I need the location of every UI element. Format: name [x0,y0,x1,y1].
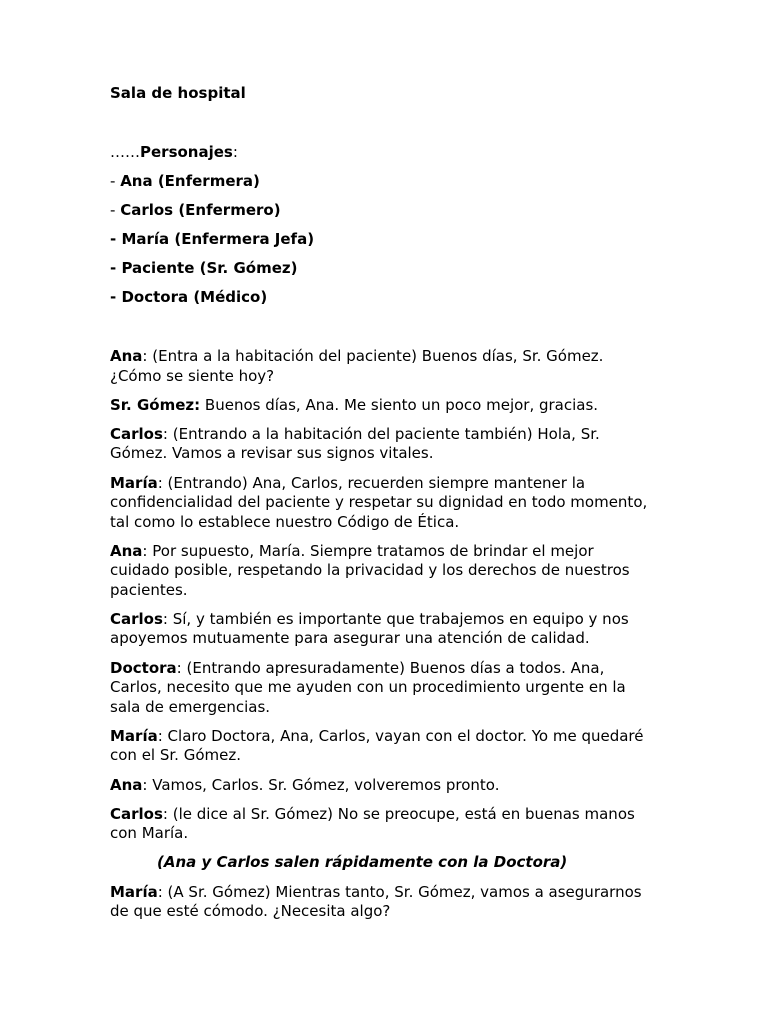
speaker-name: Sr. Gómez: [110,395,201,414]
cast-heading [110,143,655,163]
speaker-separator: : [157,726,168,745]
dialogue-line [110,659,655,718]
speaker-name: María [110,473,158,492]
dialogue-text: (A Sr. Gómez) Mientras tanto, Sr. Gómez, vamos a asegurarnos de que esté cómodo. ¿Necesita algo? [110,882,642,921]
cast-dash: - [110,259,122,277]
dialogue-text: Sí, y también es importante que trabajemos en equipo y nos apoyemos mutuamente para asegurar una atención de calidad. [110,609,629,648]
cast-heading-label: Personajes [140,143,233,161]
speaker-separator: : [142,775,153,794]
cast-dash: - [110,201,121,219]
speaker-name: Carlos [110,804,163,823]
cast-dash: - [110,172,121,190]
speaker-separator: : [142,347,153,365]
cast-dash: - [110,288,122,306]
speaker-separator: : [162,609,173,628]
dialogue-line [110,883,655,922]
dialogue-text: Claro Doctora, Ana, Carlos, vayan con el doctor. Yo me quedaré con el Sr. Gómez. [110,726,644,765]
cast-item [110,201,655,230]
dialogue-text: (Entrando a la habitación del paciente también) Hola, Sr. Gómez. Vamos a revisar sus signos vitales. [110,424,600,463]
speaker-separator: : [157,882,168,901]
speaker-name: Ana [110,347,143,365]
dialogue-text: (le dice al Sr. Gómez) No se preocupe, está en buenas manos con María. [110,804,635,843]
document-page [110,0,655,1024]
dialogue-line [110,425,655,464]
cast-name: Carlos (Enfermero) [120,201,281,219]
dialogue-line [110,347,655,386]
speaker-name: María [110,726,158,745]
cast-heading-prefix: …… [110,143,140,161]
dialogue-text: Vamos, Carlos. Sr. Gómez, volveremos pronto. [152,775,500,794]
stage-direction: (Ana y Carlos salen rápidamente con la Doctora) [157,853,568,872]
dialogue-line [110,474,655,533]
speaker-name: Ana [110,775,143,794]
dialogue-line [110,805,655,844]
speaker-separator: : [162,424,173,443]
dialogue-text: (Entra a la habitación del paciente) Buenos días, Sr. Gómez. ¿Cómo se siente hoy? [110,347,604,385]
cast-name: Ana (Enfermera) [120,172,260,190]
dialogue-text: (Entrando) Ana, Carlos, recuerden siempre mantener la confidencialidad del paciente y respetar su dignidad en todo momento, tal como lo establece nuestro Código de Ética. [110,473,648,531]
cast-list [110,172,655,317]
dialogue-line [110,396,655,416]
dialogue-line [110,542,655,601]
cast-name: Doctora (Médico) [121,288,268,306]
cast-name: Paciente (Sr. Gómez) [121,259,298,277]
speaker-separator: : [176,658,187,677]
dialogue-text: Buenos días, Ana. Me siento un poco mejor, gracias. [204,395,599,414]
dialogue-line [110,776,655,796]
speaker-name: Carlos [110,424,163,443]
cast-dash: - [110,230,122,248]
speaker-separator: : [162,804,173,823]
cast-item [110,288,655,317]
speaker-name: María [110,882,158,901]
dialogue-line [110,727,655,766]
speaker-name: Ana [110,541,143,560]
cast-item [110,172,655,201]
cast-item [110,230,655,259]
speaker-separator: : [157,473,168,492]
document-title: Sala de hospital [110,84,246,102]
dialogue-line [110,610,655,649]
speaker-name: Doctora [110,658,177,677]
speaker-name: Carlos [110,609,163,628]
dialogue-text: Por supuesto, María. Siempre tratamos de brindar el mejor cuidado posible, respetando la privacidad y los derechos de nuestros pacientes. [110,541,630,599]
cast-heading-suffix: : [232,143,238,161]
cast-name: María (Enfermera Jefa) [121,230,315,248]
dialogue-text: (Entrando apresuradamente) Buenos días a todos. Ana, Carlos, necesito que me ayuden con un procedimiento urgente en la sala de emergencias. [110,658,626,716]
dialogue-section [110,347,655,931]
speaker-separator: : [142,541,153,560]
cast-item [110,259,655,288]
